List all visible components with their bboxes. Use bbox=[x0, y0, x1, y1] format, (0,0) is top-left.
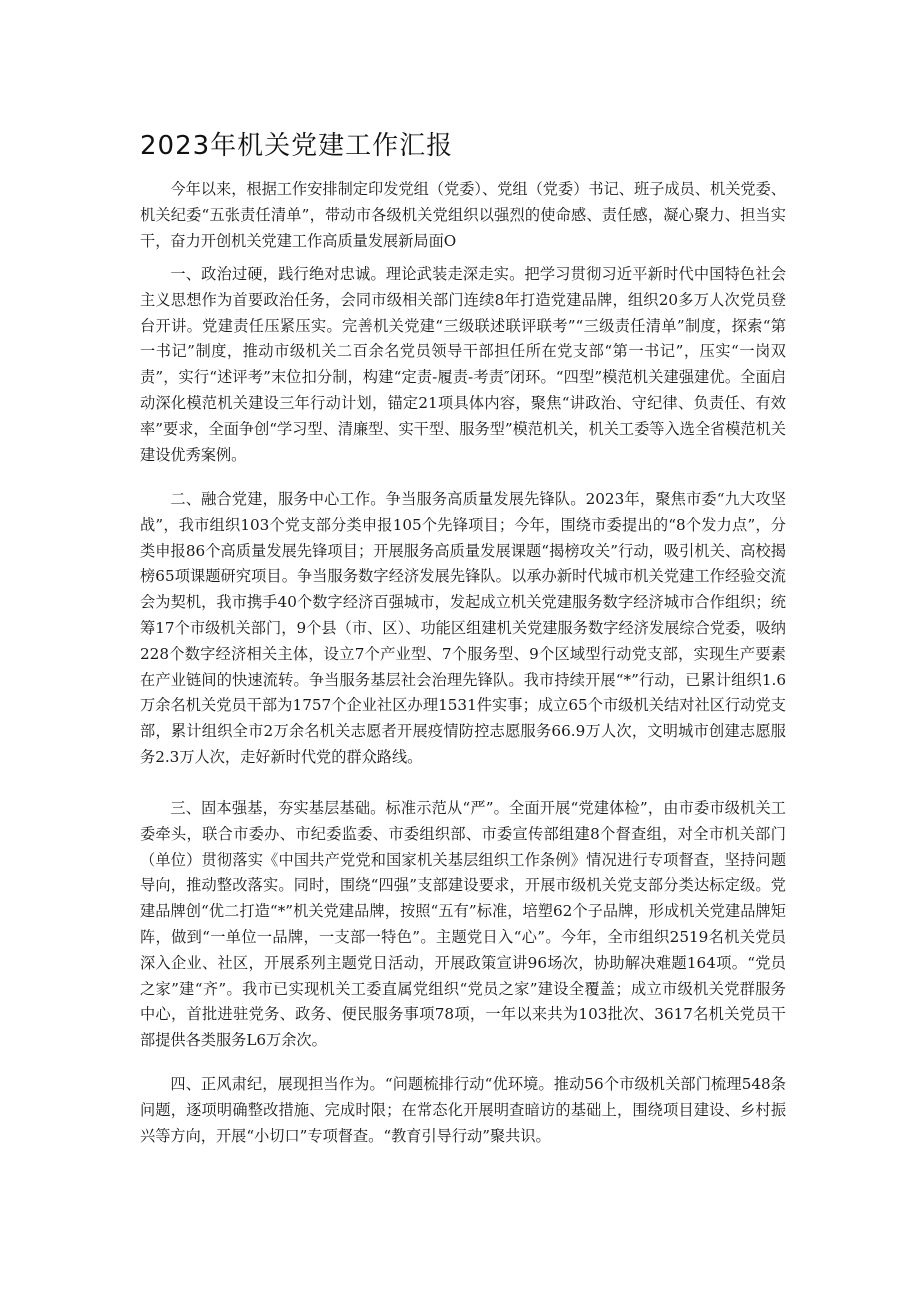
section-2-paragraph: 二、融合党建，服务中心工作。争当服务高质量发展先锋队。2023年，聚焦市委“九大攻坚战”，我市组织103个党支部分类申报105个先锋项目；今年，围绕市委提出的“8个发力点”，分类申报86个高质量发展先锋项目；开展服务高质量发展课题“揭榜攻关”行动，吸引机关、高校揭榜65项课题研究项目。争当服务数字经济发展先锋队。以承办新时代城市机关党建工作经验交流会为契机，我市携手40个数字经济百强城市，发起成立机关党建服务数字经济城市合作组织；统筹17个市级机关部门，9个县（市、区）、功能区组建机关党建服务数字经济发展综合党委，吸纳228个数字经济相关主体，设立7个产业型、7个服务型、9个区域型行动党支部，实现生产要素在产业链间的快速流转。争当服务基层社会治理先锋队。我市持续开展“*”行动，已累计组织1.6万余名机关党员干部为1757个企业社区办理1531件实事；成立65个市级机关结对社区行动党支部，累计组织全市2万余名机关志愿者开展疫情防控志愿服务66.9万人次，文明城市创建志愿服务2.3万人次，走好新时代党的群众路线。 bbox=[140, 490, 786, 766]
intro-paragraph: 今年以来，根据工作安排制定印发党组（党委）、党组（党委）书记、班子成员、机关党委、机关纪委“五张责任清单”，带动市各级机关党组织以强烈的使命感、责任感，凝心聚力、担当实干，奋力开创机关党建工作高质量发展新局面O bbox=[140, 180, 786, 250]
section-4-paragraph: 四、正风肃纪，展现担当作为。“问题梳排行动“优环境。推动56个市级机关部门梳理548条问题，逐项明确整改措施、完成时限；在常态化开展明查暗访的基础上，围绕项目建设、乡村振兴等方向，开展“小切口”专项督查。“教育引导行动”聚共识。 bbox=[140, 1075, 786, 1145]
section-1-paragraph: 一、政治过硬，践行绝对忠诚。理论武装走深走实。把学习贯彻习近平新时代中国特色社会主义思想作为首要政治任务，会同市级相关部门连续8年打造党建品牌，组织20多万人次党员登台开讲。党建责任压紧压实。完善机关党建“三级联述联评联考”“三级责任清单”制度，探索“第一书记”制度，推动市级机关二百余名党员领导干部担任所在党支部“第一书记”，压实“一岗双责”，实行“述评考”末位扣分制，构建“定责-履责-考责″闭环。“四型”模范机关建强建优。全面启动深化模范机关建设三年行动计划，锚定21项具体内容，聚焦“讲政治、守纪律、负责任、有效率”要求，全面争创“学习型、清廉型、实干型、服务型”模范机关，机关工委等入选全省模范机关建设优秀案例。 bbox=[140, 265, 786, 464]
document-title: 2023年机关党建工作汇报 bbox=[140, 131, 454, 161]
section-3-paragraph: 三、固本强基，夯实基层基础。标准示范从“严”。全面开展“党建体检”，由市委市级机关工委牵头，联合市委办、市纪委监委、市委组织部、市委宣传部组建8个督查组，对全市机关部门（单位）贯彻落实《中国共产党党和国家机关基层组织工作条例》情况进行专项督查，坚持问题导向，推动整改落实。同时，围绕“四强”支部建设要求，开展市级机关党支部分类达标定级。党建品牌创“优二打造“*”机关党建品牌，按照“五有”标准，培塑62个子品牌，形成机关党建品牌矩阵，做到“一单位一品牌，一支部一特色”。主题党日入“心”。今年，全市组织2519名机关党员深入企业、社区，开展系列主题党日活动，开展政策宣讲96场次，协助解决难题164项。“党员之家”建“齐”。我市已实现机关工委直属党组织“党员之家”建设全覆盖；成立市级机关党群服务中心，首批进驻党务、政务、便民服务事项78项，一年以来共为103批次、3617名机关党员干部提供各类服务L6万余次。 bbox=[140, 799, 786, 1050]
